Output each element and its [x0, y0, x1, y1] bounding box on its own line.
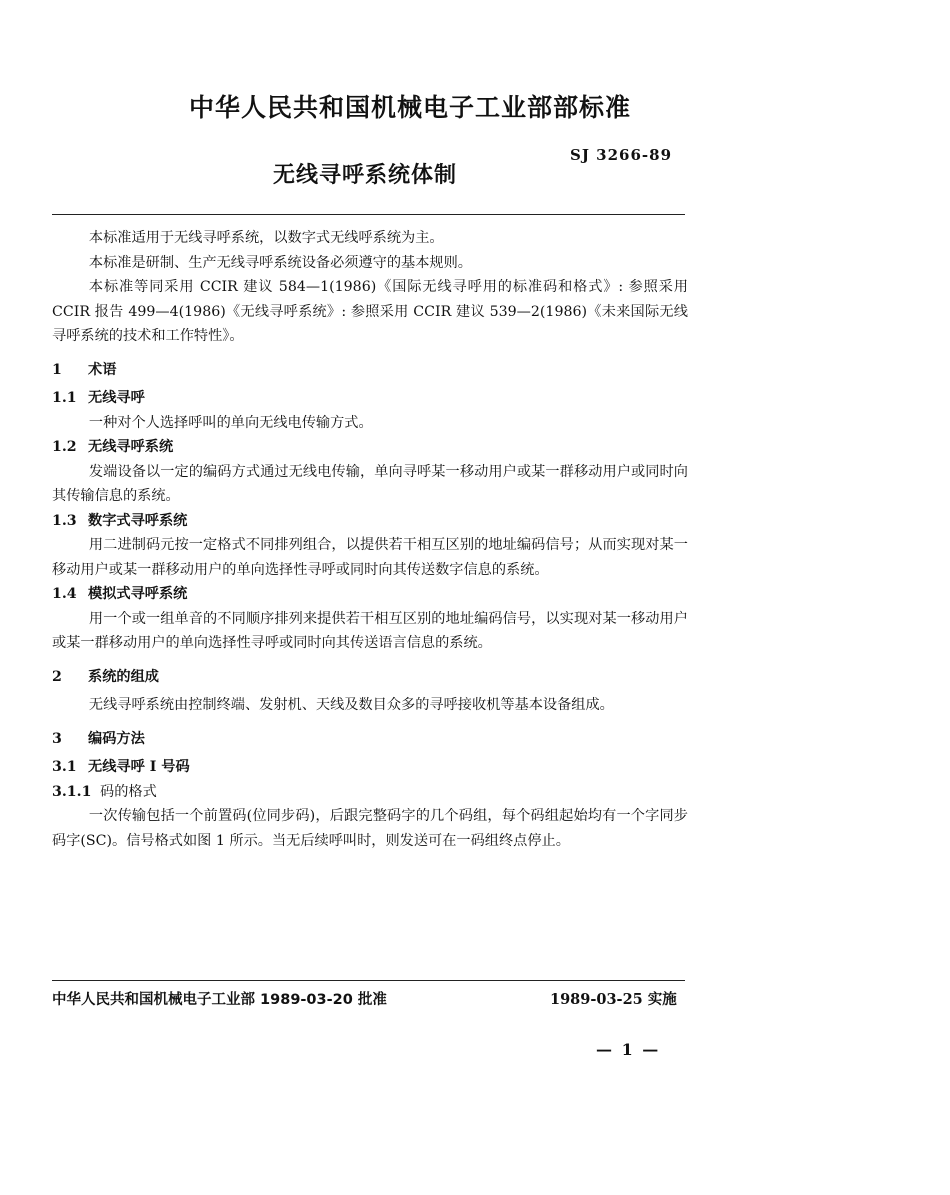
section-1-1-heading — [52, 386, 688, 411]
section-title: 无线寻呼 — [88, 390, 145, 406]
standard-code: SJ 3266-89 — [570, 146, 672, 164]
section-title: 编码方法 — [88, 730, 145, 747]
section-number: 3 — [52, 730, 62, 747]
effective-date: 1989-03-25 实施 — [550, 991, 677, 1008]
section-number: 1.1 — [52, 390, 77, 406]
header-divider — [52, 214, 685, 215]
section-2-heading — [52, 665, 688, 690]
document-title: 无线寻呼系统体制 — [272, 163, 457, 188]
section-number: 1.2 — [52, 439, 77, 455]
approval-line: 中华人民共和国机械电子工业部 1989-03-20 批准 — [52, 992, 387, 1008]
section-1-4-heading — [52, 582, 688, 607]
section-3-1-1-heading — [52, 780, 688, 805]
section-1-heading — [52, 358, 688, 383]
section-number: 1.4 — [52, 586, 77, 602]
section-1-3-text: 用二进制码元按一定格式不同排列组合，以提供若干相互区别的地址编码信号；从而实现对某一移动用户或某一群移动用户的单向选择性寻呼或同时向其传送数字信息的系统。 — [52, 537, 688, 578]
intro-paragraph-1: 本标准适用于无线寻呼系统，以数字式无线呼系统为主。 — [88, 230, 444, 246]
intro-paragraph-2: 本标准是研制、生产无线寻呼系统设备必须遵守的基本规则。 — [88, 254, 472, 271]
section-1-4-text: 用一个或一组单音的不同顺序排列来提供若干相互区别的地址编码信号，以实现对某一移动用户或某一群移动用户的单向选择性寻呼或同时向其传送语言信息的系统。 — [52, 610, 688, 651]
footer-divider — [52, 980, 685, 981]
section-number: 3.1 — [52, 759, 77, 775]
section-number: 2 — [52, 668, 62, 685]
document-body — [52, 226, 688, 853]
section-3-1-heading — [52, 755, 688, 780]
section-title: 无线寻呼系统 — [88, 439, 174, 455]
section-3-heading — [52, 727, 688, 752]
section-1-1-text: 一种对个人选择呼叫的单向无线电传输方式。 — [88, 414, 373, 431]
page-number: — 1 — — [596, 1040, 661, 1059]
standard-org-title: 中华人民共和国机械电子工业部部标准 — [188, 93, 631, 122]
section-title: 系统的组成 — [88, 668, 159, 685]
intro-paragraph-3: 本标准等同采用 CCIR 建议 584—1(1986)《国际无线寻呼用的标准码和格式》: 参照采用 CCIR 报告 499—4(1986)《无线寻呼系统》: 参照采用 CCIR 建议 539—2(1986)《未来国际无线寻呼系统的技术和工作特性》。 — [52, 279, 688, 344]
section-1-2-text: 发端设备以一定的编码方式通过无线电传输，单向寻呼某一移动用户或某一群移动用户或同时向其传输信息的系统。 — [52, 463, 688, 504]
section-title: 术语 — [88, 361, 117, 378]
section-title: 模拟式寻呼系统 — [88, 586, 188, 602]
section-title: 码的格式 — [100, 783, 157, 800]
section-number: 3.1.1 — [52, 783, 92, 800]
section-number: 1 — [52, 361, 62, 378]
section-1-2-heading — [52, 435, 688, 460]
section-number: 1.3 — [52, 512, 77, 529]
section-2-text: 无线寻呼系统由控制终端、发射机、天线及数目众多的寻呼接收机等基本设备组成。 — [88, 697, 614, 713]
section-3-1-1-text: 一次传输包括一个前置码(位同步码)，后跟完整码字的几个码组，每个码组起始均有一个字同步码字(SC)。信号格式如图 1 所示。当无后续呼叫时，则发送可在一码组终点停止。 — [52, 808, 688, 849]
section-1-3-heading — [52, 509, 688, 534]
section-title: 数字式寻呼系统 — [88, 512, 188, 529]
section-title: 无线寻呼 I 号码 — [88, 759, 190, 775]
